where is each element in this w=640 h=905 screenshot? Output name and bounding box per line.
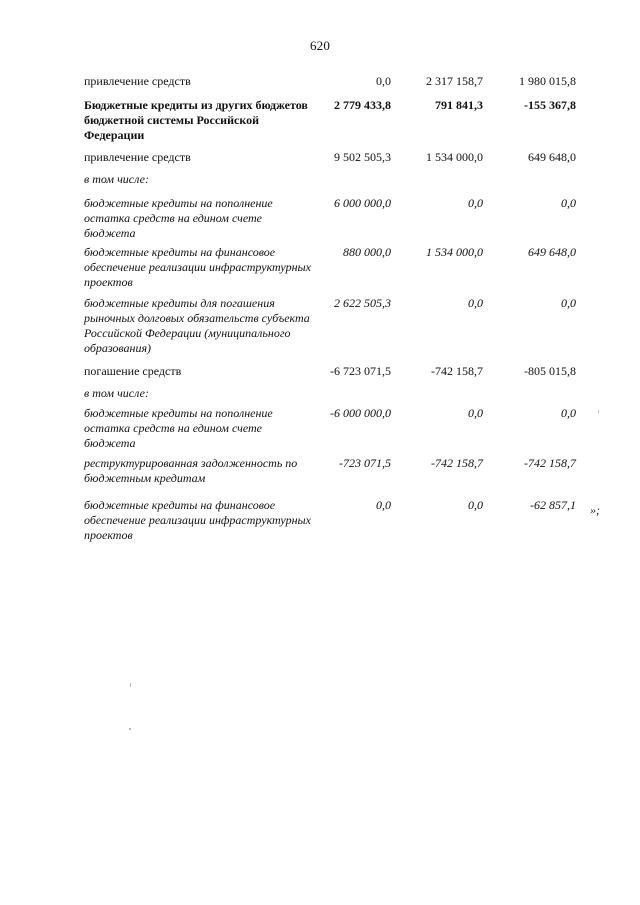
row-label: бюджетные кредиты для погашения рыночных долговых обязательств субъекта Российской Федерации (муниципального образования) (84, 296, 310, 355)
value-col-2: 1 534 000,0 (426, 150, 483, 164)
value-col-2: 0,0 (468, 498, 483, 512)
scan-speck (598, 410, 599, 413)
value-col-2: 2 317 158,7 (426, 74, 483, 88)
value-col-1: 6 000 000,0 (334, 196, 391, 210)
table-row (84, 386, 594, 406)
table-row (84, 456, 594, 498)
row-label: в том числе: (84, 386, 149, 400)
row-label: бюджетные кредиты на пополнение остатка средств на едином счете бюджета (84, 196, 273, 240)
table-row (84, 296, 594, 364)
value-col-1: -723 071,5 (339, 456, 391, 470)
value-col-3: -805 015,8 (524, 364, 576, 378)
value-col-1: 0,0 (376, 74, 391, 88)
row-label: бюджетные кредиты на финансовое обеспечение реализации инфраструктурных проектов (84, 498, 311, 542)
value-col-1: 9 502 505,3 (334, 150, 391, 164)
scan-speck (130, 683, 131, 687)
row-label: привлечение средств (84, 74, 191, 88)
value-col-3: 0,0 (561, 196, 576, 210)
table-row (84, 498, 594, 548)
table-row (84, 364, 594, 386)
row-label: бюджетные кредиты на финансовое обеспечение реализации инфраструктурных проектов (84, 245, 311, 289)
value-col-1: -6 000 000,0 (330, 406, 391, 420)
value-col-1: 2 779 433,8 (334, 98, 391, 112)
table-row (84, 74, 594, 98)
value-col-2: -742 158,7 (431, 456, 483, 470)
table-row (84, 245, 594, 296)
value-col-3: 649 648,0 (528, 245, 576, 259)
scan-speck (129, 728, 131, 730)
value-col-3: 0,0 (561, 406, 576, 420)
row-label: Бюджетные кредиты из других бюджетов бюджетной системы Российской Федерации (84, 98, 308, 142)
table-row (84, 98, 594, 150)
value-col-2: 1 534 000,0 (426, 245, 483, 259)
value-col-2: 791 841,3 (435, 98, 483, 112)
value-col-3: -155 367,8 (524, 98, 576, 112)
table-row (84, 172, 594, 196)
value-col-3: 0,0 (561, 296, 576, 310)
table-row (84, 150, 594, 172)
value-col-3: -62 857,1 (530, 498, 576, 512)
table-row (84, 406, 594, 456)
row-label: в том числе: (84, 172, 149, 186)
table-row (84, 196, 594, 245)
row-label: привлечение средств (84, 150, 191, 164)
value-col-2: -742 158,7 (431, 364, 483, 378)
closing-quote-mark: »; (590, 503, 600, 517)
value-col-1: 880 000,0 (343, 245, 391, 259)
row-label: бюджетные кредиты на пополнение остатка средств на едином счете бюджета (84, 406, 273, 450)
value-col-2: 0,0 (468, 196, 483, 210)
value-col-3: 1 980 015,8 (519, 74, 576, 88)
value-col-3: -742 158,7 (524, 456, 576, 470)
page-number: 620 (309, 38, 331, 53)
value-col-3: 649 648,0 (528, 150, 576, 164)
value-col-1: 0,0 (376, 498, 391, 512)
row-label: погашение средств (84, 364, 182, 378)
value-col-1: 2 622 505,3 (334, 296, 391, 310)
row-label: реструктурированная задолженность по бюджетным кредитам (84, 456, 298, 485)
value-col-2: 0,0 (468, 406, 483, 420)
value-col-2: 0,0 (468, 296, 483, 310)
value-col-1: -6 723 071,5 (330, 364, 391, 378)
budget-table (84, 74, 594, 548)
